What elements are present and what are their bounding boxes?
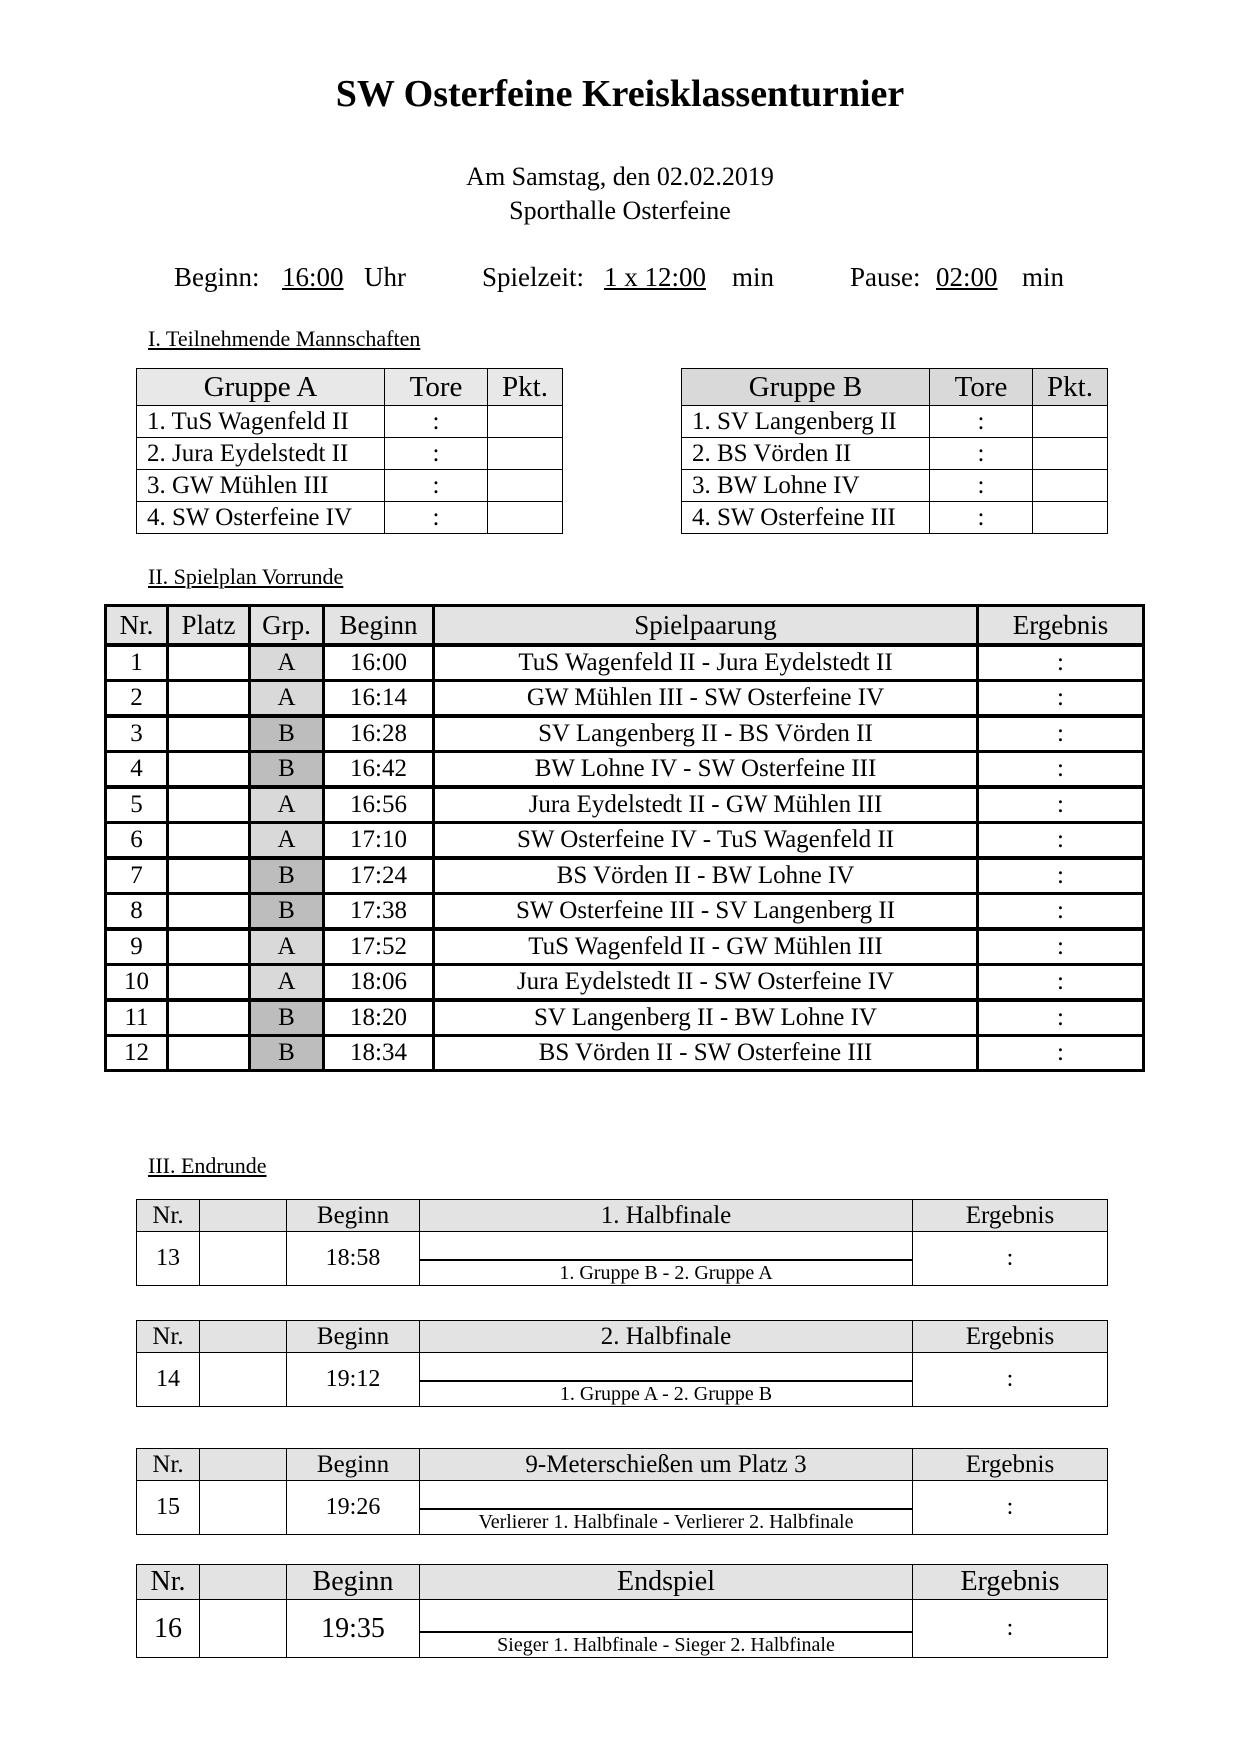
match-platz — [168, 787, 250, 823]
match-result: : — [978, 752, 1144, 788]
match-platz — [168, 752, 250, 788]
match-result: : — [978, 965, 1144, 1001]
team-name: 3. GW Mühlen III — [137, 470, 385, 502]
team-points — [1033, 502, 1108, 534]
table-row — [106, 858, 1144, 894]
event-venue: Sporthalle Osterfeine — [509, 196, 731, 225]
match-group: A — [250, 681, 324, 717]
match-time: 18:06 — [324, 965, 434, 1001]
match-pairing: SV Langenberg II - BS Vörden II — [434, 716, 978, 752]
group-b-goals-header: Tore — [930, 369, 1033, 406]
col-header-beginn: Beginn — [287, 1449, 420, 1481]
match-group: A — [250, 787, 324, 823]
match-result: : — [978, 681, 1144, 717]
col-header-nr: Nr. — [137, 1565, 200, 1600]
table-row — [106, 1000, 1144, 1036]
col-header-blank — [200, 1321, 287, 1353]
page-title: SW Osterfeine Kreisklassenturnier — [335, 73, 905, 115]
col-header-beginn: Beginn — [324, 606, 434, 646]
match-group: A — [250, 929, 324, 965]
team-points — [488, 502, 563, 534]
begin-unit: Uhr — [364, 262, 406, 292]
match-pairing: BS Vörden II - SW Osterfeine III — [434, 1036, 978, 1071]
team-goals: : — [385, 502, 488, 534]
match-pairing: SW Osterfeine IV - TuS Wagenfeld II — [434, 823, 978, 859]
match-number: 13 — [137, 1232, 200, 1286]
col-header-blank — [200, 1200, 287, 1232]
match-platz — [168, 965, 250, 1001]
team-points — [488, 470, 563, 502]
match-pairing: Jura Eydelstedt II - SW Osterfeine IV — [434, 965, 978, 1001]
group-a-points-header: Pkt. — [488, 369, 563, 406]
match-number: 8 — [106, 894, 168, 930]
section-heading-schedule: II. Spielplan Vorrunde — [148, 564, 344, 589]
match-number: 11 — [106, 1000, 168, 1036]
begin-label: Beginn: — [174, 262, 260, 292]
col-header-spielpaarung: Spielpaarung — [434, 606, 978, 646]
match-number: 4 — [106, 752, 168, 788]
group-a-goals-header: Tore — [385, 369, 488, 406]
team-points — [1033, 406, 1108, 438]
match-number: 6 — [106, 823, 168, 859]
col-header-ergebnis: Ergebnis — [913, 1321, 1108, 1353]
team-name: 2. Jura Eydelstedt II — [137, 438, 385, 470]
final-title: 1. Halbfinale — [420, 1200, 913, 1232]
match-number: 10 — [106, 965, 168, 1001]
match-pairing — [420, 1353, 913, 1382]
match-time: 19:35 — [287, 1600, 420, 1658]
table-row — [106, 752, 1144, 788]
match-platz — [200, 1600, 287, 1658]
col-header-beginn: Beginn — [287, 1565, 420, 1600]
match-time: 16:14 — [324, 681, 434, 717]
section-heading-finals: III. Endrunde — [148, 1153, 267, 1178]
table-row — [682, 470, 1108, 502]
table-row — [137, 1600, 1108, 1633]
match-time: 18:20 — [324, 1000, 434, 1036]
col-header-nr: Nr. — [137, 1321, 200, 1353]
pause-label: Pause: — [850, 262, 921, 292]
final-table-semifinal-1 — [136, 1199, 1108, 1286]
col-header-blank — [200, 1565, 287, 1600]
group-b-table — [681, 368, 1108, 534]
match-pairing — [420, 1481, 913, 1510]
match-pairing: BW Lohne IV - SW Osterfeine III — [434, 752, 978, 788]
match-number: 5 — [106, 787, 168, 823]
section-heading-teams: I. Teilnehmende Mannschaften — [148, 326, 421, 351]
col-header-beginn: Beginn — [287, 1321, 420, 1353]
match-time: 19:26 — [287, 1481, 420, 1535]
table-row — [106, 823, 1144, 859]
match-platz — [168, 716, 250, 752]
match-number: 2 — [106, 681, 168, 717]
table-row — [137, 1353, 1108, 1382]
schedule-header-row — [106, 606, 1144, 646]
match-result: : — [978, 716, 1144, 752]
match-group: A — [250, 645, 324, 681]
begin-value: 16:00 — [282, 262, 344, 292]
match-platz — [200, 1232, 287, 1286]
match-time: 16:42 — [324, 752, 434, 788]
schedule-table — [104, 604, 1145, 1072]
match-group: B — [250, 858, 324, 894]
team-points — [1033, 470, 1108, 502]
table-row — [137, 406, 563, 438]
final-table-final — [136, 1564, 1108, 1658]
team-goals: : — [930, 438, 1033, 470]
pause-value: 02:00 — [936, 262, 998, 292]
match-description: Sieger 1. Halbfinale - Sieger 2. Halbfinale — [420, 1632, 913, 1658]
match-number: 9 — [106, 929, 168, 965]
match-pairing: Jura Eydelstedt II - GW Mühlen III — [434, 787, 978, 823]
team-points — [488, 438, 563, 470]
match-number: 16 — [137, 1600, 200, 1658]
match-platz — [168, 645, 250, 681]
match-time: 18:58 — [287, 1232, 420, 1286]
table-row — [106, 965, 1144, 1001]
match-platz — [168, 1000, 250, 1036]
match-platz — [168, 1036, 250, 1071]
playtime-unit: min — [732, 262, 775, 292]
table-row — [682, 406, 1108, 438]
col-header-ergebnis: Ergebnis — [913, 1200, 1108, 1232]
match-time: 17:38 — [324, 894, 434, 930]
table-row — [137, 1232, 1108, 1261]
table-row — [137, 438, 563, 470]
final-title: 2. Halbfinale — [420, 1321, 913, 1353]
col-header-beginn: Beginn — [287, 1200, 420, 1232]
match-pairing: SW Osterfeine III - SV Langenberg II — [434, 894, 978, 930]
match-description: Verlierer 1. Halbfinale - Verlierer 2. Halbfinale — [420, 1509, 913, 1535]
final-title: 9-Meterschießen um Platz 3 — [420, 1449, 913, 1481]
event-date: Am Samstag, den 02.02.2019 — [466, 162, 774, 191]
match-number: 7 — [106, 858, 168, 894]
team-points — [488, 406, 563, 438]
match-result: : — [978, 823, 1144, 859]
match-description: 1. Gruppe A - 2. Gruppe B — [420, 1381, 913, 1407]
match-result: : — [913, 1232, 1108, 1286]
final-title: Endspiel — [420, 1565, 913, 1600]
col-header-platz: Platz — [168, 606, 250, 646]
match-time: 17:24 — [324, 858, 434, 894]
col-header-ergebnis: Ergebnis — [978, 606, 1144, 646]
match-time: 16:00 — [324, 645, 434, 681]
match-time: 17:10 — [324, 823, 434, 859]
match-description: 1. Gruppe B - 2. Gruppe A — [420, 1260, 913, 1286]
match-result: : — [978, 1036, 1144, 1071]
match-time: 19:12 — [287, 1353, 420, 1407]
match-group: B — [250, 894, 324, 930]
match-pairing: TuS Wagenfeld II - GW Mühlen III — [434, 929, 978, 965]
team-name: 1. TuS Wagenfeld II — [137, 406, 385, 438]
match-group: A — [250, 965, 324, 1001]
match-pairing: TuS Wagenfeld II - Jura Eydelstedt II — [434, 645, 978, 681]
col-header-nr: Nr. — [137, 1200, 200, 1232]
team-name: 1. SV Langenberg II — [682, 406, 930, 438]
col-header-nr: Nr. — [137, 1449, 200, 1481]
match-result: : — [978, 858, 1144, 894]
table-row — [106, 716, 1144, 752]
match-time: 16:28 — [324, 716, 434, 752]
match-result: : — [978, 645, 1144, 681]
match-group: B — [250, 716, 324, 752]
match-number: 3 — [106, 716, 168, 752]
match-platz — [168, 823, 250, 859]
match-pairing — [420, 1600, 913, 1633]
team-goals: : — [385, 470, 488, 502]
match-number: 1 — [106, 645, 168, 681]
group-a-table — [136, 368, 563, 534]
match-platz — [168, 858, 250, 894]
match-result: : — [913, 1600, 1108, 1658]
pause-unit: min — [1022, 262, 1065, 292]
team-name: 4. SW Osterfeine III — [682, 502, 930, 534]
match-time: 17:52 — [324, 929, 434, 965]
match-result: : — [978, 1000, 1144, 1036]
team-name: 3. BW Lohne IV — [682, 470, 930, 502]
table-row — [106, 681, 1144, 717]
final-table-third-place — [136, 1448, 1108, 1535]
final-table-semifinal-2 — [136, 1320, 1108, 1407]
team-goals: : — [385, 438, 488, 470]
match-platz — [168, 894, 250, 930]
table-row — [682, 502, 1108, 534]
table-row — [106, 929, 1144, 965]
match-platz — [200, 1353, 287, 1407]
match-group: B — [250, 752, 324, 788]
table-row — [106, 894, 1144, 930]
team-name: 2. BS Vörden II — [682, 438, 930, 470]
playtime-value: 1 x 12:00 — [604, 262, 707, 292]
timing-row — [0, 262, 1240, 298]
match-group: B — [250, 1036, 324, 1071]
match-pairing: SV Langenberg II - BW Lohne IV — [434, 1000, 978, 1036]
col-header-blank — [200, 1449, 287, 1481]
col-header-ergebnis: Ergebnis — [913, 1449, 1108, 1481]
col-header-ergebnis: Ergebnis — [913, 1565, 1108, 1600]
match-pairing: BS Vörden II - BW Lohne IV — [434, 858, 978, 894]
match-result: : — [913, 1481, 1108, 1535]
table-row — [106, 787, 1144, 823]
table-row — [137, 1481, 1108, 1510]
col-header-nr: Nr. — [106, 606, 168, 646]
team-goals: : — [930, 470, 1033, 502]
group-b-header: Gruppe B — [682, 369, 930, 406]
match-group: A — [250, 823, 324, 859]
match-time: 16:56 — [324, 787, 434, 823]
match-result: : — [913, 1353, 1108, 1407]
match-result: : — [978, 894, 1144, 930]
match-result: : — [978, 929, 1144, 965]
team-goals: : — [930, 502, 1033, 534]
match-number: 14 — [137, 1353, 200, 1407]
team-goals: : — [385, 406, 488, 438]
match-result: : — [978, 787, 1144, 823]
team-goals: : — [930, 406, 1033, 438]
group-b-points-header: Pkt. — [1033, 369, 1108, 406]
match-platz — [168, 681, 250, 717]
match-number: 12 — [106, 1036, 168, 1071]
match-platz — [200, 1481, 287, 1535]
table-row — [106, 1036, 1144, 1071]
match-time: 18:34 — [324, 1036, 434, 1071]
match-number: 15 — [137, 1481, 200, 1535]
table-row — [106, 645, 1144, 681]
match-pairing — [420, 1232, 913, 1261]
match-platz — [168, 929, 250, 965]
match-pairing: GW Mühlen III - SW Osterfeine IV — [434, 681, 978, 717]
team-name: 4. SW Osterfeine IV — [137, 502, 385, 534]
playtime-label: Spielzeit: — [482, 262, 584, 292]
table-row — [137, 470, 563, 502]
col-header-grp: Grp. — [250, 606, 324, 646]
match-group: B — [250, 1000, 324, 1036]
table-row — [682, 438, 1108, 470]
table-row — [137, 502, 563, 534]
group-a-header: Gruppe A — [137, 369, 385, 406]
team-points — [1033, 438, 1108, 470]
